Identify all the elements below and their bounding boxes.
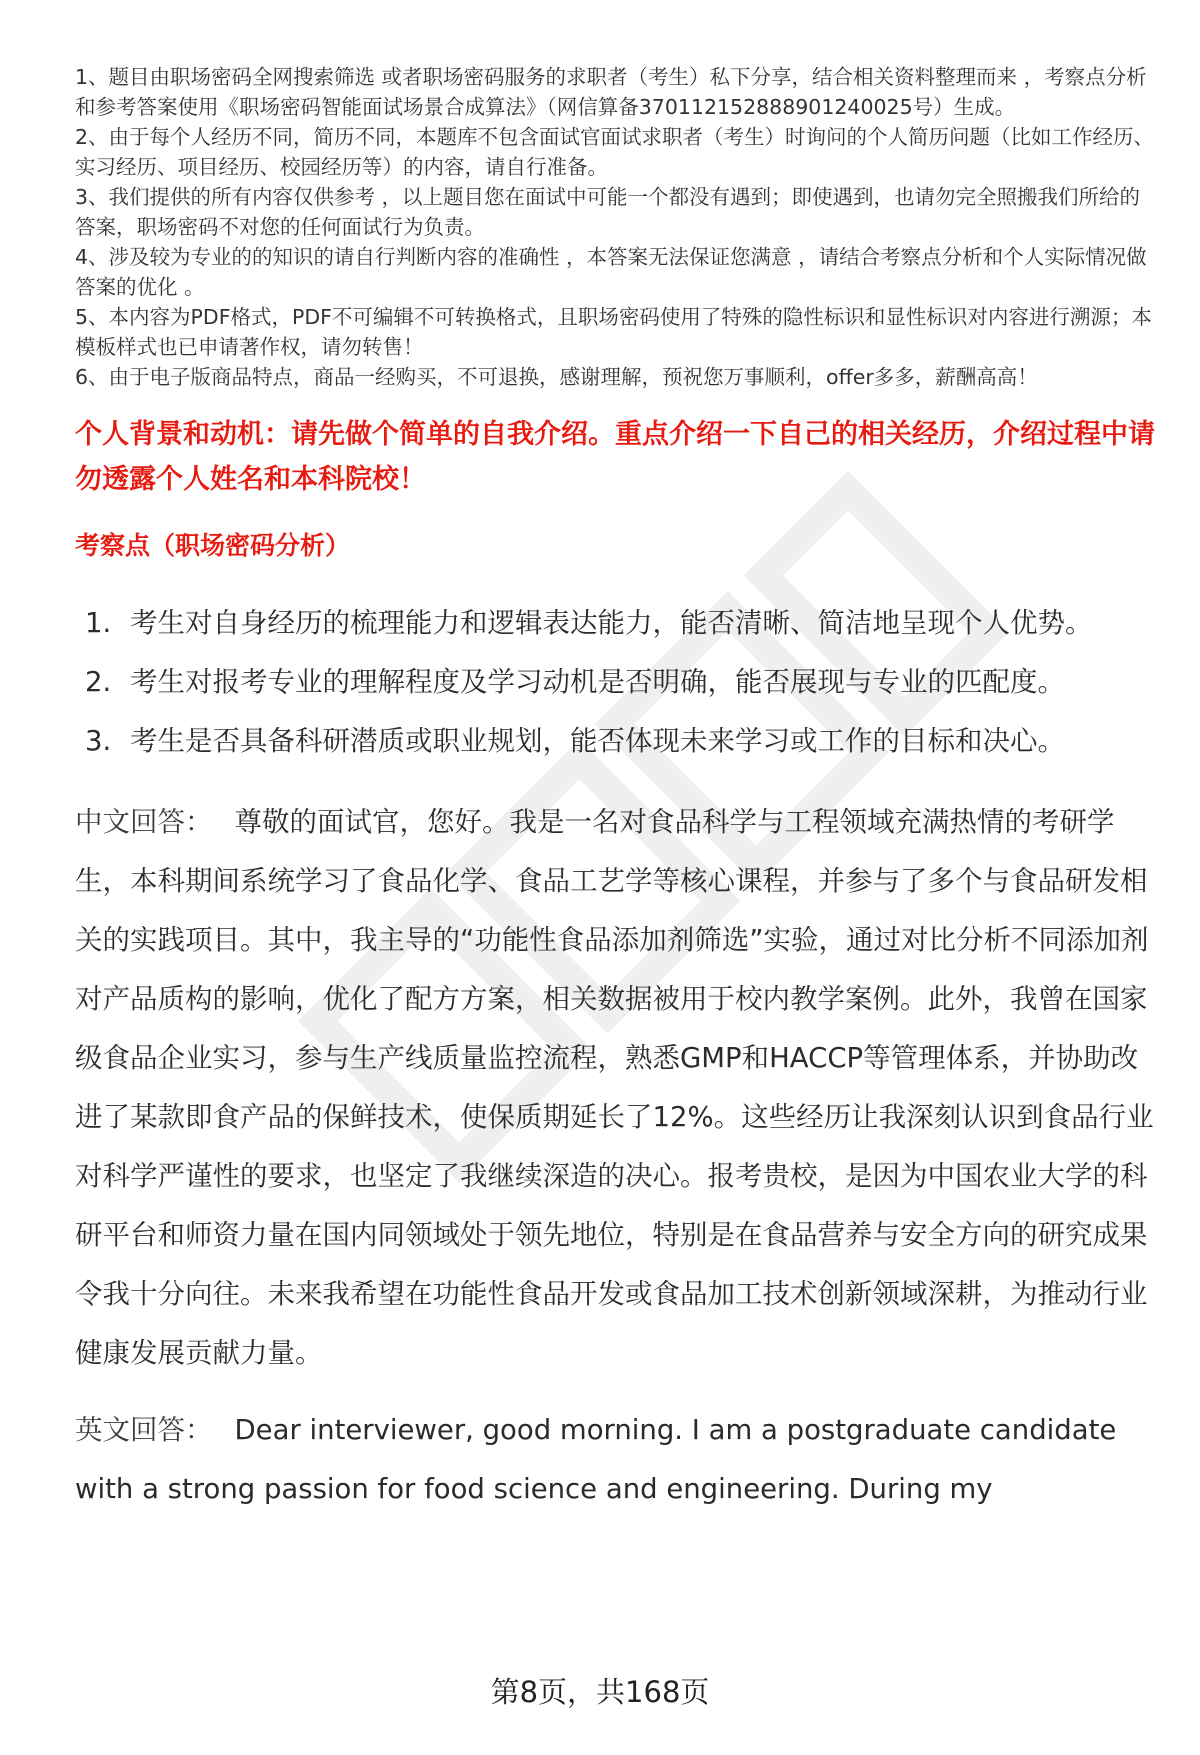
page-number: 第8页，共168页: [490, 1675, 710, 1709]
chinese-answer-label: 中文回答：: [75, 806, 213, 838]
chinese-answer: [75, 793, 1155, 1383]
disclaimer-note: 6、由于电子版商品特点，商品一经购买，不可退换，感谢理解，预祝您万事顺利，offer多多，薪酬高高！: [75, 365, 1038, 389]
assessment-point: [75, 653, 1155, 712]
point-number: 2.: [85, 666, 112, 698]
disclaimer-note: 1、题目由职场密码全网搜索筛选 或者职场密码服务的求职者（考生）私下分享，结合相关资料整理而来 ，考察点分析和参考答案使用《职场密码智能面试场景合成算法》（网信算备370112152888901240025号）生成。: [75, 65, 1147, 119]
english-answer-text: Dear interviewer, good morning. I am a postgraduate candidate with a strong passion for food science and engineering. During my: [75, 1414, 1117, 1505]
english-answer: [75, 1401, 1155, 1519]
assessment-points-list: [75, 594, 1155, 771]
chinese-answer-text: 尊敬的面试官，您好。我是一名对食品科学与工程领域充满热情的考研学生，本科期间系统学习了食品化学、食品工艺学等核心课程，并参与了多个与食品研发相关的实践项目。其中，我主导的“功能性食品添加剂筛选”实验，通过对比分析不同添加剂对产品质构的影响，优化了配方方案，相关数据被用于校内教学案例。此外，我曾在国家级食品企业实习，参与生产线质量监控流程，熟悉GMP和HACCP等管理体系，并协助改进了某款即食产品的保鲜技术，使保质期延长了12%。这些经历让我深刻认识到食品行业对科学严谨性的要求，也坚定了我继续深造的决心。报考贵校，是因为中国农业大学的科研平台和师资力量在国内同领域处于领先地位，特别是在食品营养与安全方向的研究成果令我十分向往。未来我希望在功能性食品开发或食品加工技术创新领域深耕，为推动行业健康发展贡献力量。: [75, 806, 1154, 1369]
disclaimer-notes: [75, 62, 1155, 392]
question-title: 个人背景和动机：请先做个简单的自我介绍。重点介绍一下自己的相关经历，介绍过程中请勿透露个人姓名和本科院校！: [75, 419, 1155, 495]
disclaimer-note: 4、涉及较为专业的的知识的请自行判断内容的准确性 ，本答案无法保证您满意 ，请结合考察点分析和个人实际情况做答案的优化 。: [75, 245, 1147, 299]
english-answer-label: 英文回答：: [75, 1414, 213, 1446]
assessment-points-title: 考察点（职场密码分析）: [75, 531, 351, 560]
point-text: 考生对报考专业的理解程度及学习动机是否明确，能否展现与专业的匹配度。: [130, 666, 1065, 698]
point-number: 3.: [85, 725, 112, 757]
disclaimer-note: 2、由于每个人经历不同，简历不同，本题库不包含面试官面试求职者（考生）时询问的个人简历问题（比如工作经历、实习经历、项目经历、校园经历等）的内容，请自行准备。: [75, 125, 1155, 179]
document-page: [75, 62, 1155, 1519]
disclaimer-note: 3、我们提供的所有内容仅供参考 ，以上题目您在面试中可能一个都没有遇到；即使遇到，也请勿完全照搬我们所给的答案，职场密码不对您的任何面试行为负责。: [75, 185, 1141, 239]
point-text: 考生是否具备科研潜质或职业规划，能否体现未来学习或工作的目标和决心。: [130, 725, 1065, 757]
disclaimer-note: 5、本内容为PDF格式，PDF不可编辑不可转换格式，且职场密码使用了特殊的隐性标识和显性标识对内容进行溯源；本模板样式也已申请著作权，请勿转售！: [75, 305, 1152, 359]
assessment-point: [75, 712, 1155, 771]
assessment-point: [75, 594, 1155, 653]
point-text: 考生对自身经历的梳理能力和逻辑表达能力，能否清晰、简洁地呈现个人优势。: [130, 607, 1093, 639]
point-number: 1.: [85, 607, 112, 639]
